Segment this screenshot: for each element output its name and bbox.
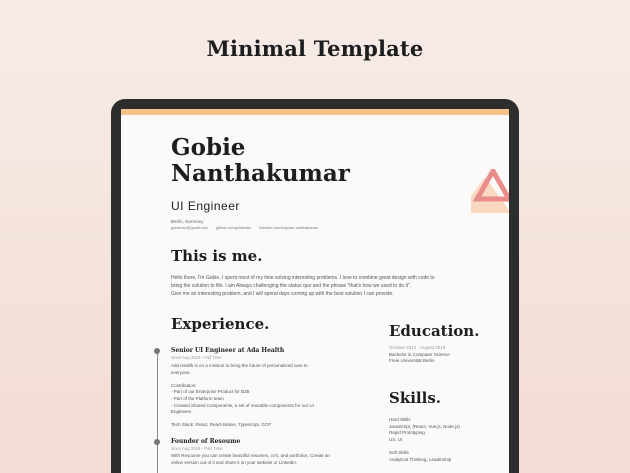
about-line: bring the solution to life. I am Always challenging the status quo and the phrase "that's how we used to do it". (171, 283, 412, 289)
timeline-dot (154, 439, 160, 445)
triangle-decoration-icon (471, 169, 509, 213)
education-block (389, 345, 499, 365)
job-line: Ada Health is on a mission to bring the future of personalized care to (171, 363, 308, 368)
resume-role: UI Engineer (171, 199, 240, 213)
contact-list (171, 226, 318, 230)
soft-skills-label: Soft Skills (389, 449, 409, 455)
education-line: Bachelor in Computer Science (389, 351, 450, 357)
job-line: everyone. (171, 369, 191, 375)
contact-email: gobienan@gmail.com (171, 226, 208, 230)
about-line: Give me an interesting problem, and I will spend days coming up with the best solution I can provide. (171, 291, 394, 297)
education-heading: Education. (389, 322, 480, 340)
job-description (171, 453, 356, 466)
job-meta: since Aug 2019 - Part Time (171, 446, 223, 451)
job-title: Founder of Resoume (171, 438, 241, 445)
skill-line: UX, UI (389, 436, 403, 442)
education-meta: October 2012 - August 2019 (389, 345, 446, 350)
resume-name (171, 135, 401, 187)
contact-github: github.com/gobienan (215, 226, 252, 230)
resume-screen (121, 109, 509, 473)
tablet-frame (111, 99, 519, 473)
skill-line: Analytical Thinking, Leadership (389, 456, 452, 462)
about-heading: This is me. (171, 247, 263, 265)
name-line-1: Gobie (171, 134, 246, 161)
job-line: With Resoume you can create beautiful resumes, cv's, and portfolios. Create an (171, 453, 330, 458)
job-line (171, 376, 356, 383)
job-line: Contribution: (171, 382, 197, 388)
about-text (171, 274, 471, 298)
resume-location: Berlin, Germany (171, 219, 204, 224)
job-line: online version out of it and share it on your website or LinkedIn. (171, 459, 298, 465)
experience-heading: Experience. (171, 315, 270, 333)
skill-line: JavaScript, (React, Vue.js, Node.js) (389, 423, 460, 429)
contact-linkedin: linkedin.com/in/gobie-nanthakumar (259, 226, 318, 230)
name-line-2: Nanthakumar (171, 160, 350, 187)
job-title: Senior UI Engineer at Ada Health (171, 347, 285, 354)
skills-block (389, 417, 499, 463)
job-meta: since Aug 2019 - Full Time (171, 355, 222, 360)
job-line (171, 416, 356, 423)
education-line: Freie Universität Berlin (389, 358, 435, 364)
accent-bar (121, 109, 509, 115)
hard-skills-label: Hard Skills (389, 417, 411, 422)
timeline-line (157, 352, 158, 473)
skills-heading: Skills. (389, 389, 441, 407)
job-line: - Part of the Platform team (171, 395, 224, 401)
skill-line: Rapid Prototyping (389, 430, 425, 436)
skills-spacer (389, 443, 499, 450)
job-line: - Created Shared Components, a set of reusable components for our UI (171, 402, 314, 408)
job-line: Engineers (171, 409, 192, 415)
about-line: Hello there, I'm Gobie. I spent most of my time solving interesting problems. I love to combine great design with code to (171, 275, 435, 281)
job-line: - Part of our Enterprise Product for B2B (171, 389, 250, 395)
page-title: Minimal Template (206, 36, 424, 61)
job-description (171, 363, 356, 429)
job-line: Tech Stack: React, React-Native, Typescript, GCP (171, 422, 271, 428)
timeline-dot (154, 348, 160, 354)
